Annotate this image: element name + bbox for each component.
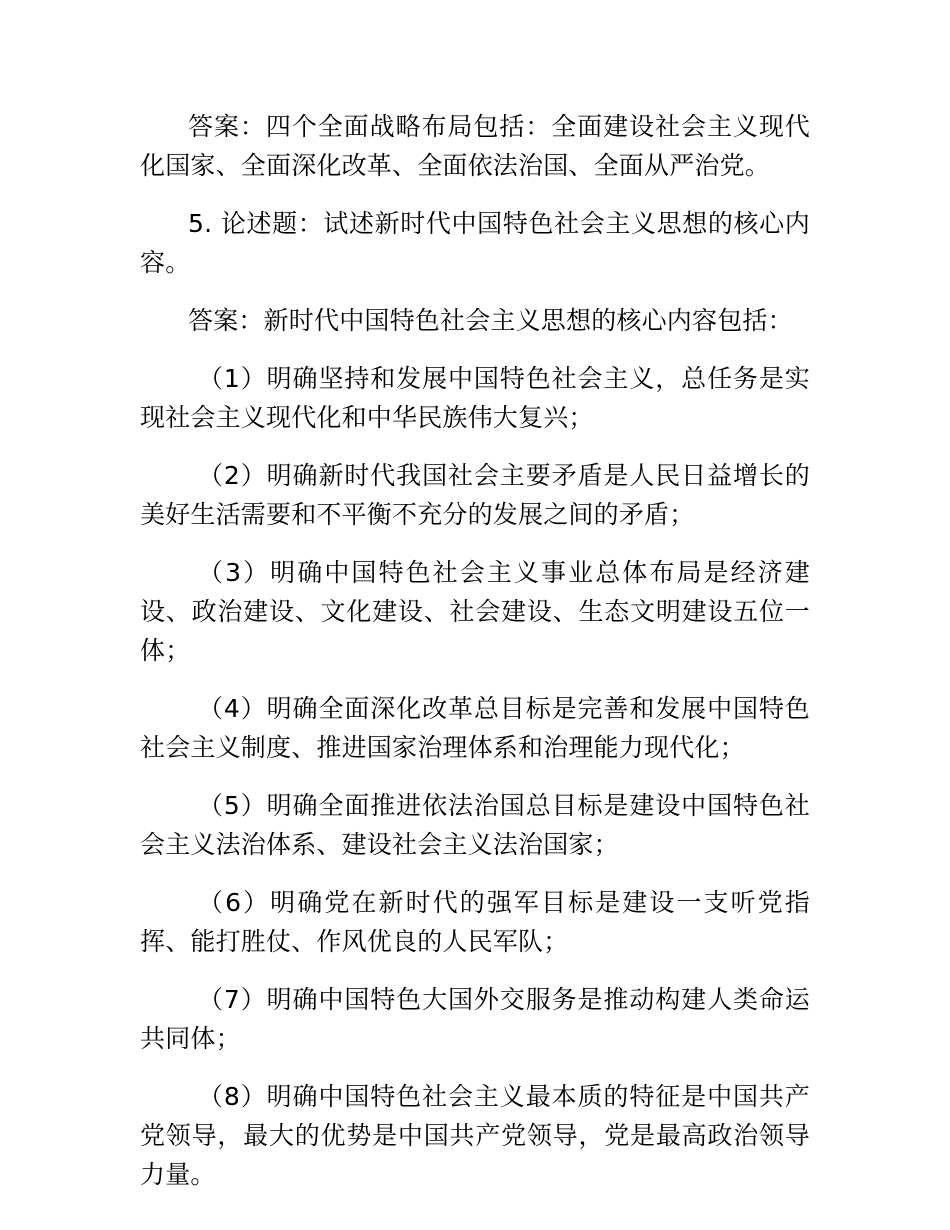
list-item-3: （3）明确中国特色社会主义事业总体布局是经济建设、政治建设、文化建设、社会建设、生态文明建设五位一体； (140, 558, 810, 665)
list-item-2: （2）明确新时代我国社会主要矛盾是人民日益增长的美好生活需要和不平衡不充分的发展之间的矛盾； (140, 461, 810, 529)
answer-intro-paragraph: 答案：新时代中国特色社会主义思想的核心内容包括： (188, 306, 793, 335)
list-item-1: （1）明确坚持和发展中国特色社会主义，总任务是实现社会主义现代化和中华民族伟大复兴； (140, 364, 810, 432)
document-body (140, 107, 810, 1213)
list-item-5: （5）明确全面推进依法治国总目标是建设中国特色社会主义法治体系、建设社会主义法治国家； (140, 791, 810, 859)
answer-paragraph: 答案：四个全面战略布局包括：全面建设社会主义现代化国家、全面深化改革、全面依法治国、全面从严治党。 (140, 112, 810, 180)
list-item-6: （6）明确党在新时代的强军目标是建设一支听党指挥、能打胜仗、作风优良的人民军队； (140, 888, 810, 956)
list-item-4: （4）明确全面深化改革总目标是完善和发展中国特色社会主义制度、推进国家治理体系和治理能力现代化； (140, 694, 810, 762)
list-item-8: （8）明确中国特色社会主义最本质的特征是中国共产党领导，最大的优势是中国共产党领导，党是最高政治领导力量。 (140, 1082, 810, 1189)
question-paragraph: 5. 论述题：试述新时代中国特色社会主义思想的核心内容。 (140, 209, 810, 277)
list-item-7: （7）明确中国特色大国外交服务是推动构建人类命运共同体； (140, 985, 810, 1053)
